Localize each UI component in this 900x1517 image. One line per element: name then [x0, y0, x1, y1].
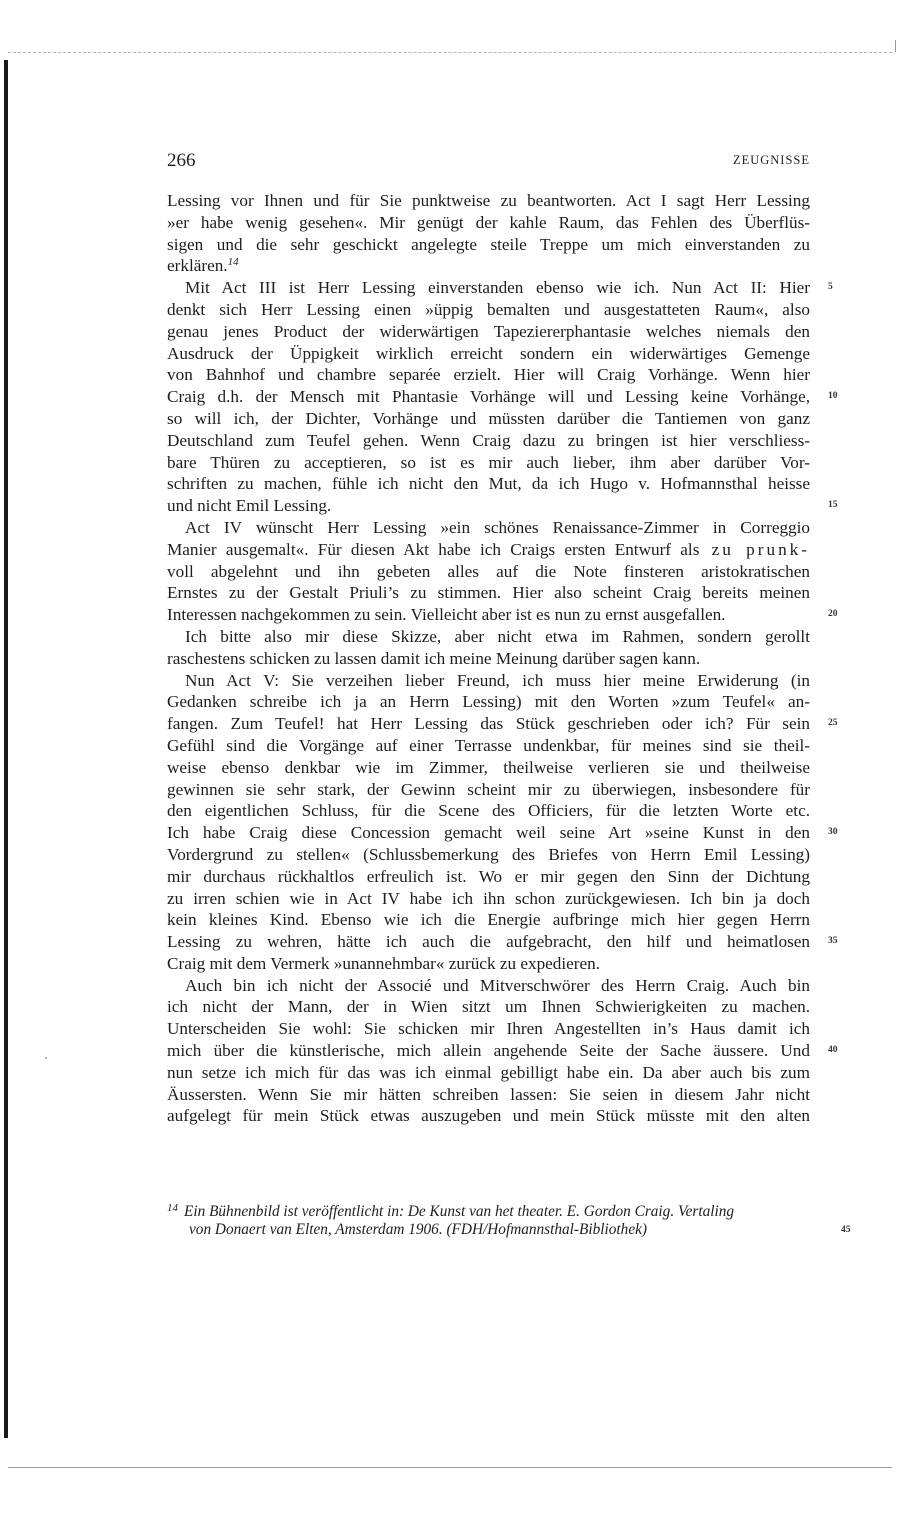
text-line-content: Mit Act III ist Herr Lessing einverstanden ebenso wie ich. Nun Act II: Hier [185, 278, 810, 298]
text-line-content: Lessing zu wehren, hätte ich auch die aufgebracht, den hilf und heimatlosen [167, 932, 810, 952]
text-line [167, 430, 810, 452]
text-line [167, 517, 810, 539]
text-line-content: Gedanken schreibe ich ja an Herrn Lessing) mit den Worten »zum Teufel« an- [167, 692, 810, 712]
text-line-content: nun setze ich mich für das was ich einmal gebilligt habe ein. Da aber auch bis zum [167, 1062, 810, 1082]
text-line-content: Craig mit dem Vermerk »unannehmbar« zurück zu expedieren. [167, 953, 601, 973]
text-line [167, 648, 810, 670]
text-line [167, 277, 810, 299]
margin-line-number: 20 [828, 609, 838, 620]
text-line [167, 561, 810, 583]
text-line-content: aufgelegt für mein Stück etwas auszugeben und mein Stück müsste mit den alten [167, 1106, 810, 1126]
text-line-content: »er habe wenig gesehen«. Mir genügt der kahle Raum, das Fehlen des Überflüs- [167, 212, 810, 232]
text-line [167, 670, 810, 692]
footnote-line-number: 45 [841, 1225, 851, 1235]
text-line-content: Craig d.h. der Mensch mit Phantasie Vorhänge will und Lessing keine Vorhänge, [167, 387, 810, 407]
text-line [167, 473, 810, 495]
text-line-content: Nun Act V: Sie verzeihen lieber Freund, ich muss hier meine Erwiderung (in [185, 670, 810, 690]
footnote-marker: 14 [167, 1202, 178, 1214]
text-line-content: ich nicht der Mann, der in Wien sitzt um Ihnen Schwierigkeiten zu machen. [167, 997, 810, 1017]
text-line [167, 909, 810, 931]
page-number: 266 [167, 150, 196, 171]
text-line [167, 604, 810, 626]
text-line [167, 1084, 810, 1106]
text-line [167, 844, 810, 866]
text-line [167, 495, 810, 517]
margin-line-number: 35 [828, 936, 838, 947]
text-line [167, 931, 810, 953]
text-line-content: schriften zu machen, fühle ich nicht den Mut, da ich Hugo v. Hofmannsthal heisse [167, 474, 810, 494]
text-line [167, 996, 810, 1018]
text-line-content: von Bahnhof und chambre separée erzielt. Hier will Craig Vorhänge. Wenn hier [167, 365, 810, 385]
running-head [167, 150, 810, 172]
text-line-content: erklären. [167, 256, 228, 276]
text-line-content: Ausdruck der Üppigkeit wirklich erreicht sondern ein widerwärtiges Gemenge [167, 343, 810, 363]
text-line [167, 1040, 810, 1062]
text-line [167, 1105, 810, 1127]
margin-line-number: 40 [828, 1045, 838, 1056]
margin-line-number: 10 [828, 391, 838, 402]
text-line-content: Ich habe Craig diese Concession gemacht weil seine Art »seine Kunst in den [167, 823, 810, 843]
text-line-content: den eigentlichen Schluss, für die Scene des Officiers, für die letzten Worte etc. [167, 801, 810, 821]
footnote-text-2: von Donaert van Elten, Amsterdam 1906. (FDH/Hofmannsthal-Bibliothek) [189, 1221, 647, 1238]
text-line [167, 299, 810, 321]
text-line [167, 539, 810, 561]
text-line [167, 779, 810, 801]
text-line [167, 386, 810, 408]
footnote-text-1: Ein Bühnenbild ist veröffentlicht in: De Kunst van het theater. E. Gordon Craig. Vertaling [184, 1203, 735, 1220]
margin-line-number: 5 [828, 282, 833, 293]
text-line-content: Manier ausgemalt«. Für diesen Akt habe ich Craigs ersten Entwurf als [167, 539, 700, 559]
text-line-content: genau jenes Product der widerwärtigen Tapeziererphantasie welches niemals den [167, 321, 810, 341]
margin-line-number: 15 [828, 500, 838, 511]
text-line-content: sigen und die sehr geschickt angelegte steile Treppe um mich einverstanden zu [167, 234, 810, 254]
text-line-content: kein kleines Kind. Ebenso wie ich die Energie aufbringe mich hier gegen Herrn [167, 910, 810, 930]
text-line-content: Deutschland zum Teufel gehen. Wenn Craig dazu zu bringen ist hier verschliess- [167, 430, 810, 450]
text-line [167, 800, 810, 822]
text-line-content: gewinnen sie sehr stark, der Gewinn scheint mir zu überwiegen, insbesondere für [167, 779, 810, 799]
text-line-content: zu irren schien wie in Act IV habe ich ihn schon zurückgewiesen. Ich bin ja doch [167, 888, 810, 908]
text-line [167, 452, 810, 474]
text-line-content: mich über die künstlerische, mich allein angehende Seite der Sache äussere. Und [167, 1041, 810, 1061]
text-line-content: so will ich, der Dichter, Vorhänge und müssten darüber die Tantiemen von ganz [167, 408, 810, 428]
body-text [167, 190, 810, 1127]
footnote-line [167, 1219, 827, 1240]
text-line-content: Interessen nachgekommen zu sein. Vielleicht aber ist es nun zu ernst ausgefallen. [167, 605, 726, 625]
margin-line-number: 30 [828, 827, 838, 838]
text-line-content: denkt sich Herr Lessing einen »üppig bemalten und ausgestatteten Raum«, also [167, 299, 810, 319]
text-line [167, 582, 810, 604]
text-line-content: voll abgelehnt und ihn gebeten alles auf die Note finsteren aristokratischen [167, 561, 810, 581]
text-line [167, 735, 810, 757]
footnote-reference[interactable]: 14 [227, 256, 239, 269]
section-title: ZEUGNISSE [732, 153, 810, 167]
text-line [167, 1018, 810, 1040]
text-line [167, 953, 810, 975]
text-line-content: Auch bin ich nicht der Associé und Mitverschwörer des Herrn Craig. Auch bin [185, 975, 810, 995]
text-line [167, 321, 810, 343]
spaced-emphasis: zu prunk- [699, 539, 810, 559]
text-line-content: bare Thüren zu acceptieren, so ist es mir auch lieber, ihm aber darüber Vor- [167, 452, 810, 472]
text-line [167, 888, 810, 910]
margin-line-number: 25 [828, 718, 838, 729]
text-line [167, 975, 810, 997]
text-line [167, 757, 810, 779]
text-line [167, 364, 810, 386]
text-line-content: Ich bitte also mir diese Skizze, aber nicht etwa im Rahmen, sondern gerollt [185, 626, 810, 646]
text-line-content: Vordergrund zu stellen« (Schlussbemerkung des Briefes von Herrn Emil Lessing) [167, 844, 810, 864]
text-line-content: weise ebenso denkbar wie im Zimmer, theilweise verlieren sie und theilweise [167, 757, 810, 777]
text-line-content: und nicht Emil Lessing. [167, 496, 332, 516]
text-line-content: Ernstes zu der Gestalt Priuli’s zu stimmen. Hier also scheint Craig bereits meinen [167, 583, 810, 603]
text-line [167, 1062, 810, 1084]
text-line-content: Unterscheiden Sie wohl: Sie schicken mir Ihren Angestellten in’s Haus damit ich [167, 1019, 810, 1039]
text-line [167, 866, 810, 888]
text-line-content: fangen. Zum Teufel! hat Herr Lessing das Stück geschrieben oder ich? Für sein [167, 714, 810, 734]
text-line-content: Äussersten. Wenn Sie mir hätten schreiben lassen: Sie seien in diesem Jahr nicht [167, 1084, 810, 1104]
text-line-content: raschestens schicken zu lassen damit ich meine Meinung darüber sagen kann. [167, 648, 701, 668]
text-line [167, 212, 810, 234]
text-line-content: Gefühl sind die Vorgänge auf einer Terrasse undenkbar, für meines sind sie theil- [167, 735, 810, 755]
text-line [167, 234, 810, 256]
footnote-line [167, 1198, 827, 1219]
text-line [167, 626, 810, 648]
text-line [167, 822, 810, 844]
text-line [167, 713, 810, 735]
text-line [167, 255, 810, 277]
text-line [167, 190, 810, 212]
text-line [167, 343, 810, 365]
footnote-14 [167, 1198, 827, 1240]
text-line-content: mir durchaus rückhaltlos erfreulich ist. Wo er mir gegen den Sinn der Dichtung [167, 866, 810, 886]
text-line-content: Lessing vor Ihnen und für Sie punktweise zu beantworten. Act I sagt Herr Lessing [167, 191, 810, 210]
text-line-content: Act IV wünscht Herr Lessing »ein schönes Renaissance-Zimmer in Correggio [185, 517, 810, 537]
text-line [167, 691, 810, 713]
text-line [167, 408, 810, 430]
